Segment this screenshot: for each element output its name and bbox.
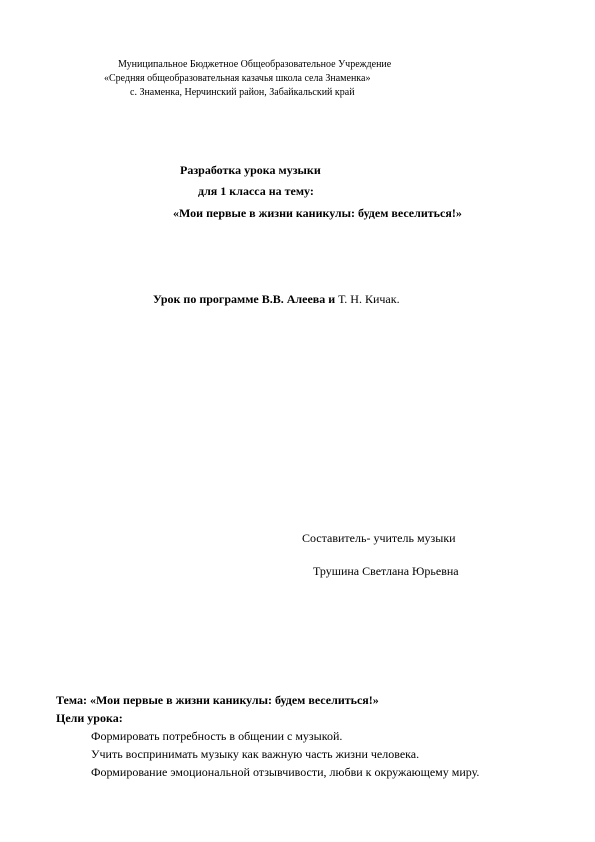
school-name-line: Муниципальное Бюджетное Общеобразовательное Учреждение: [118, 59, 392, 70]
compiler-role: Составитель- учитель музыки: [302, 531, 456, 545]
goals-heading: Цели урока:: [56, 711, 123, 725]
program-prefix: Урок по программе В.В. Алеева и: [153, 292, 336, 306]
compiler-name: Трушина Светлана Юрьевна: [313, 564, 459, 578]
lesson-title-line: Разработка урока музыки: [180, 163, 321, 177]
topic-line: Тема: «Мои первые в жизни каникулы: будем веселиться!»: [56, 693, 379, 707]
goal-item: Формирование эмоциональной отзывчивости, любви к окружающему миру.: [91, 765, 480, 779]
goal-item: Формировать потребность в общении с музыкой.: [91, 729, 343, 743]
lesson-grade-line: для 1 класса на тему:: [198, 184, 314, 198]
program-author: Т. Н. Кичак.: [338, 292, 400, 306]
school-address-line: с. Знаменка, Нерчинский район, Забайкальский край: [130, 87, 355, 98]
goal-item: Учить воспринимать музыку как важную часть жизни человека.: [91, 747, 420, 761]
program-line: [153, 293, 400, 305]
lesson-topic-title: «Мои первые в жизни каникулы: будем веселиться!»: [173, 206, 462, 220]
school-type-line: «Средняя общеобразовательная казачья школа села Знаменка»: [104, 73, 371, 84]
